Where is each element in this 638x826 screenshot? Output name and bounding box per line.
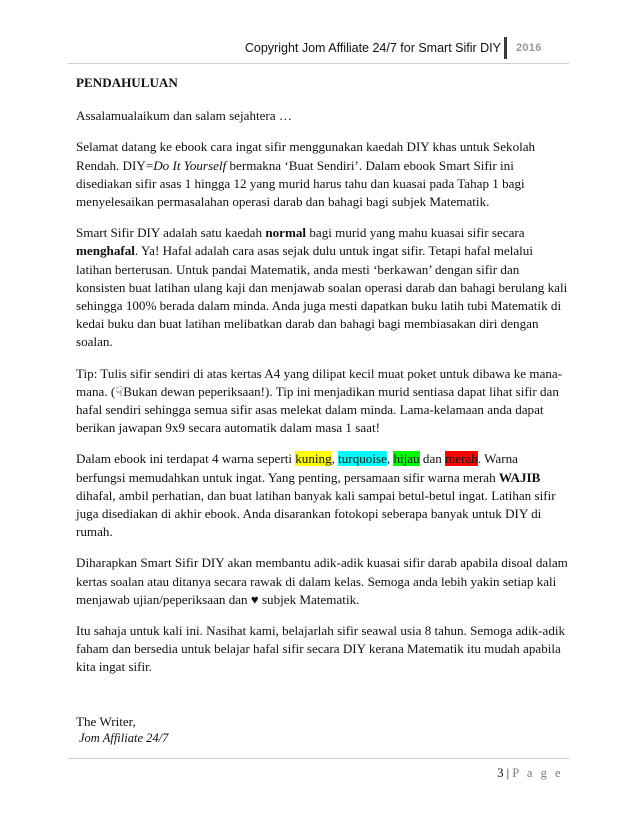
header-divider (504, 37, 507, 59)
colors-text-c: dihafal, ambil perhatian, dan buat latihan banyak kali sampai betul-betul ingat. Latihan sifir juga disediakan di akhir ebook. Anda disarankan fotokopi seberapa banyak untuk DIY di rumah. (76, 487, 556, 540)
greeting-paragraph: Assalamualaikum dan salam sejahtera … (76, 108, 292, 124)
intro-text-a: Selamat datang ke ebook cara ingat sifir menggunakan kaedah DIY khas untuk Sekolah Rendah. DIY= (76, 139, 536, 173)
closing-paragraph: Itu sahaja untuk kali ini. Nasihat kami, belajarlah sifir seawal usia 8 tahun. Semoga adik-adik faham dan bersedia untuk belajar hafal sifir secara DIY kerana Matematik itu mudah apabila kita ingat sifir. (76, 623, 566, 675)
colors-sep-1: , (331, 451, 339, 467)
method-paragraph (76, 224, 568, 351)
colors-text-a: Dalam ebook ini terdapat 4 warna seperti (76, 451, 296, 467)
pointing-hand-icon: ☟ (115, 383, 124, 399)
diy-definition: Do It Yourself (153, 157, 227, 173)
hope-text-a: Diharapkan Smart Sifir DIY akan membantu adik-adik kuasai sifir darab apabila disoal dalam kertas soalan atau ditanya secara rawak di dalam kelas. Semoga anda lebih yakin setiap kali menjawab ujian/peperiksaan dan (76, 555, 568, 607)
header-year: 2016 (516, 42, 542, 54)
highlight-turquoise: turquoise (338, 451, 387, 467)
page-label: P a g e (512, 766, 563, 780)
intro-paragraph (76, 138, 568, 211)
highlight-kuning: kuning (295, 451, 332, 467)
colors-text-b: . Warna berfungsi memudahkan untuk ingat. Yang penting, persamaan sifir warna merah (76, 451, 518, 485)
colors-sep-3: dan (419, 451, 446, 467)
writer-label: The Writer, (76, 714, 136, 729)
tip-text-b: Bukan dewan peperiksaan!). Tip ini menjadikan murid sentiasa dapat lihat sifir dan hafal sendiri sehingga semua sifir asas melekat dalam minda. Lama-kelamaan anda dapat berikan jawapan 9x9 secara automatik dalam masa 1 saat! (76, 383, 559, 436)
colors-paragraph (76, 450, 568, 541)
page-number: 3 (497, 766, 504, 780)
highlight-hijau: hijau (393, 451, 420, 467)
colors-sep-2: , (386, 451, 394, 467)
method-text-b: bagi murid yang mahu kuasai sifir secara (306, 225, 525, 241)
heart-icon: ♥ (250, 591, 259, 607)
page-header (0, 37, 638, 61)
method-text-a: Smart Sifir DIY adalah satu kaedah (76, 225, 266, 241)
header-rule (68, 63, 569, 64)
signature-block (76, 714, 168, 746)
hope-paragraph (76, 554, 568, 609)
intro-text-b: bermakna ‘Buat Sendiri’. Dalam ebook Smart Sifir ini disediakan sifir asas 1 hingga 12 yang murid harus tahu dan kuasai pada Tahap 1 bagi menyelesaikan permasalahan operasi darab dan bahagi bagi subjek Matematik. (76, 157, 525, 210)
footer-rule (68, 758, 569, 759)
method-text-c: . Ya! Hafal adalah cara asas sejak dulu untuk ingat sifir. Tetapi hafal melalui latihan berterusan. Untuk pandai Matematik, anda mesti ‘berkawan’ dengan sifir dan konsisten buat latihan ulang kaji dan menjawab soalan operasi darab dan bahagi berulang kali sehingga 100% berada dalam minda. Anda juga mesti dapatkan buku latih tubi Matematik di kedai buku dan buat latihan melibatkan darab dan bahagi bagi membiasakan diri dengan soalan. (76, 243, 568, 350)
page-footer (497, 766, 563, 781)
method-bold-menghafal: menghafal (76, 243, 135, 259)
method-bold-normal: normal (265, 225, 307, 241)
tip-paragraph (76, 365, 568, 438)
colors-bold-wajib: WAJIB (498, 469, 541, 485)
header-title: Copyright Jom Affiliate 24/7 for Smart Sifir DIY (244, 41, 501, 55)
tip-text-a: Tip: Tulis sifir sendiri di atas kertas A4 yang dilipat kecil muat poket untuk dibawa ke mana-mana. ( (76, 365, 563, 399)
footer-separator: | (503, 766, 513, 780)
hope-text-b: subjek Matematik. (258, 591, 360, 607)
highlight-merah: merah (445, 451, 478, 467)
section-heading: PENDAHULUAN (76, 75, 178, 90)
document-body (76, 74, 568, 690)
writer-name: Jom Affiliate 24/7 (79, 731, 169, 745)
